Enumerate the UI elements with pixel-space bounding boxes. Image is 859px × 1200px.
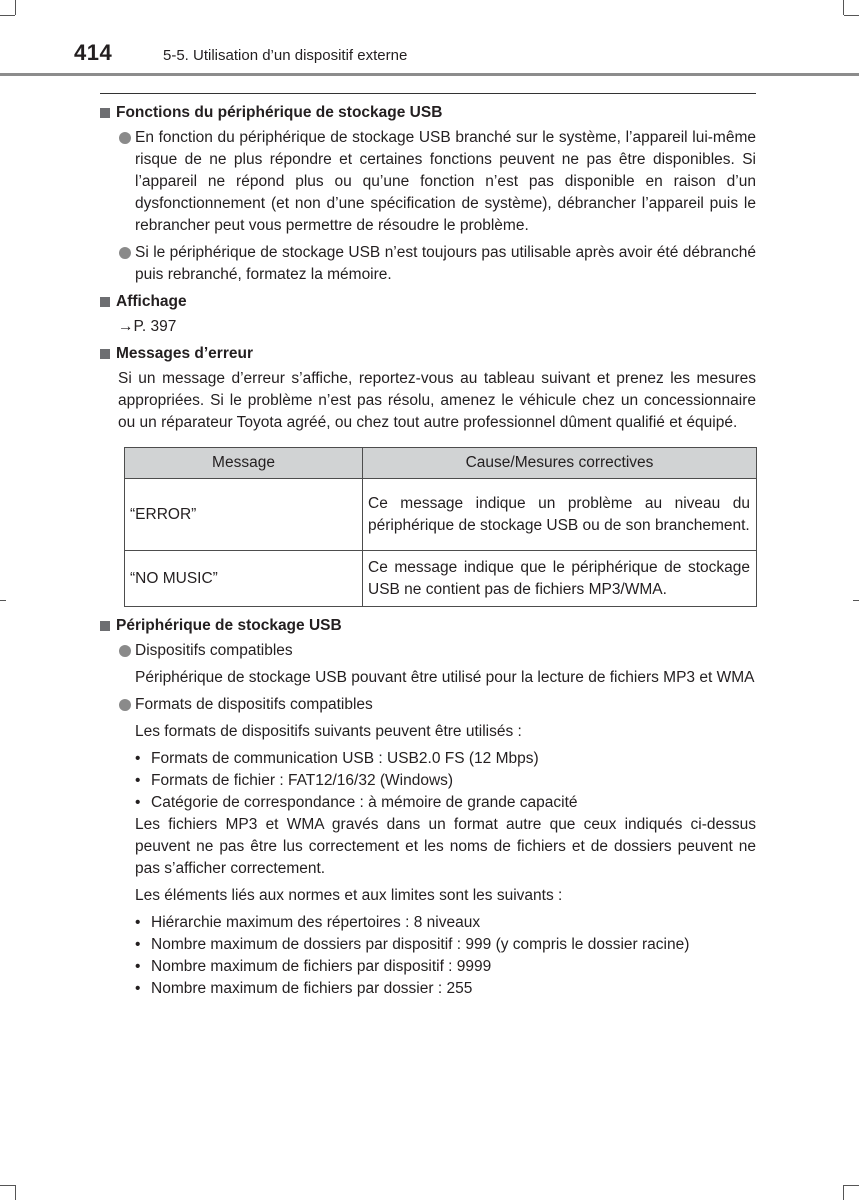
- list-item: [135, 956, 756, 978]
- section-title: Fonctions du périphérique de stockage USB: [116, 104, 443, 121]
- list-item-text: Formats de communication USB : USB2.0 FS (12 Mbps): [151, 750, 539, 767]
- table-row: [125, 479, 757, 551]
- table-cell-message: “NO MUSIC”: [125, 551, 363, 607]
- section-heading: [100, 102, 756, 124]
- square-bullet-icon: [100, 349, 110, 359]
- bullet-text: En fonction du périphérique de stockage USB branché sur le système, l’appareil lui-même risque de ne plus répondre et certaines fonctions peuvent ne pas être disponibles. Si l’appareil ne répond plus ou qu’une fonction n’est pas disponible en raison d’un dysfonctionnement (et non d’une spécification de système), débrancher l’appareil puis le rebrancher peut vous permettre de résoudre le problème.: [135, 129, 756, 234]
- bullet-paragraph: [100, 640, 756, 662]
- list-item-text: Catégorie de correspondance : à mémoire de grande capacité: [151, 794, 578, 811]
- crop-mark: [0, 1185, 15, 1186]
- limits-list: [100, 912, 756, 1000]
- crop-mark: [15, 1185, 16, 1200]
- bullet-paragraph: [100, 694, 756, 716]
- section-heading: [100, 291, 756, 313]
- body-paragraph: Les formats de dispositifs suivants peuvent être utilisés :: [135, 723, 522, 740]
- dot-bullet-icon: •: [135, 914, 141, 931]
- dot-bullet-icon: •: [135, 794, 141, 811]
- table-cell-cause: Ce message indique un problème au niveau du périphérique de stockage USB ou de son branchement.: [363, 479, 757, 551]
- bullet-text: Si le périphérique de stockage USB n’est toujours pas utilisable après avoir été débranché puis rebranché, formatez la mémoire.: [135, 244, 756, 283]
- formats-list: [100, 748, 756, 814]
- crop-mark: [844, 15, 859, 16]
- body-paragraph: Si un message d’erreur s’affiche, reportez-vous au tableau suivant et prenez les mesures appropriées. Si le problème n’est pas résolu, amenez le véhicule chez un concessionnaire ou un réparateur Toyota agréé, ou chez tout autre professionnel dûment qualifié et équipé.: [118, 370, 756, 431]
- section-title: Périphérique de stockage USB: [116, 617, 342, 634]
- list-item-text: Hiérarchie maximum des répertoires : 8 niveaux: [151, 914, 481, 931]
- body-paragraph: Les fichiers MP3 et WMA gravés dans un format autre que ceux indiqués ci-dessus peuvent ne pas être lus correctement et les noms de fichiers et de dossiers peuvent ne pas s’afficher correctement.: [135, 816, 756, 877]
- chapter-title: 5-5. Utilisation d’un dispositif externe: [163, 47, 408, 64]
- error-table: [124, 447, 757, 607]
- list-item: [135, 978, 756, 1000]
- section-heading: [100, 343, 756, 365]
- crop-mark: [0, 15, 15, 16]
- dot-bullet-icon: •: [135, 750, 141, 767]
- crop-mark: [843, 0, 844, 15]
- square-bullet-icon: [100, 621, 110, 631]
- list-item: [135, 770, 756, 792]
- round-bullet-icon: [119, 132, 131, 144]
- table-header-row: [125, 448, 757, 479]
- list-item: [135, 912, 756, 934]
- table-row: [125, 551, 757, 607]
- bullet-text: Formats de dispositifs compatibles: [135, 696, 373, 713]
- table-header-cell: Cause/Mesures correctives: [363, 448, 757, 479]
- table-cell-message: “ERROR”: [125, 479, 363, 551]
- square-bullet-icon: [100, 297, 110, 307]
- crop-mark: [844, 1185, 859, 1186]
- crop-mark: [853, 600, 859, 601]
- list-item-text: Formats de fichier : FAT12/16/32 (Windows): [151, 772, 454, 789]
- list-item: [135, 934, 756, 956]
- list-item-text: Nombre maximum de fichiers par dispositif : 9999: [151, 958, 492, 975]
- list-item-text: Nombre maximum de dossiers par dispositif : 999 (y compris le dossier racine): [151, 936, 690, 953]
- table-header-cell: Message: [125, 448, 363, 479]
- section-heading: [100, 615, 756, 637]
- page-reference: →P. 397: [118, 318, 177, 335]
- crop-mark: [843, 1185, 844, 1200]
- crop-mark: [15, 0, 16, 15]
- bullet-paragraph: [100, 127, 756, 237]
- page-number: 414: [74, 40, 113, 65]
- dot-bullet-icon: •: [135, 958, 141, 975]
- round-bullet-icon: [119, 699, 131, 711]
- list-item: [135, 748, 756, 770]
- list-item: [135, 792, 756, 814]
- table-cell-cause: Ce message indique que le périphérique de stockage USB ne contient pas de fichiers MP3/WMA.: [363, 551, 757, 607]
- content-rule: [100, 93, 756, 94]
- dot-bullet-icon: •: [135, 936, 141, 953]
- bullet-text: Dispositifs compatibles: [135, 642, 293, 659]
- section-title: Messages d’erreur: [116, 345, 253, 362]
- body-paragraph: Les éléments liés aux normes et aux limites sont les suivants :: [135, 887, 563, 904]
- list-item-text: Nombre maximum de fichiers par dossier : 255: [151, 980, 473, 997]
- dot-bullet-icon: •: [135, 772, 141, 789]
- crop-mark: [0, 600, 6, 601]
- square-bullet-icon: [100, 108, 110, 118]
- body-paragraph: Périphérique de stockage USB pouvant être utilisé pour la lecture de fichiers MP3 et WMA: [135, 669, 755, 686]
- header-rule: [0, 73, 859, 76]
- round-bullet-icon: [119, 645, 131, 657]
- page-content: [100, 102, 756, 1000]
- bullet-paragraph: [100, 242, 756, 286]
- section-title: Affichage: [116, 293, 187, 310]
- round-bullet-icon: [119, 247, 131, 259]
- dot-bullet-icon: •: [135, 980, 141, 997]
